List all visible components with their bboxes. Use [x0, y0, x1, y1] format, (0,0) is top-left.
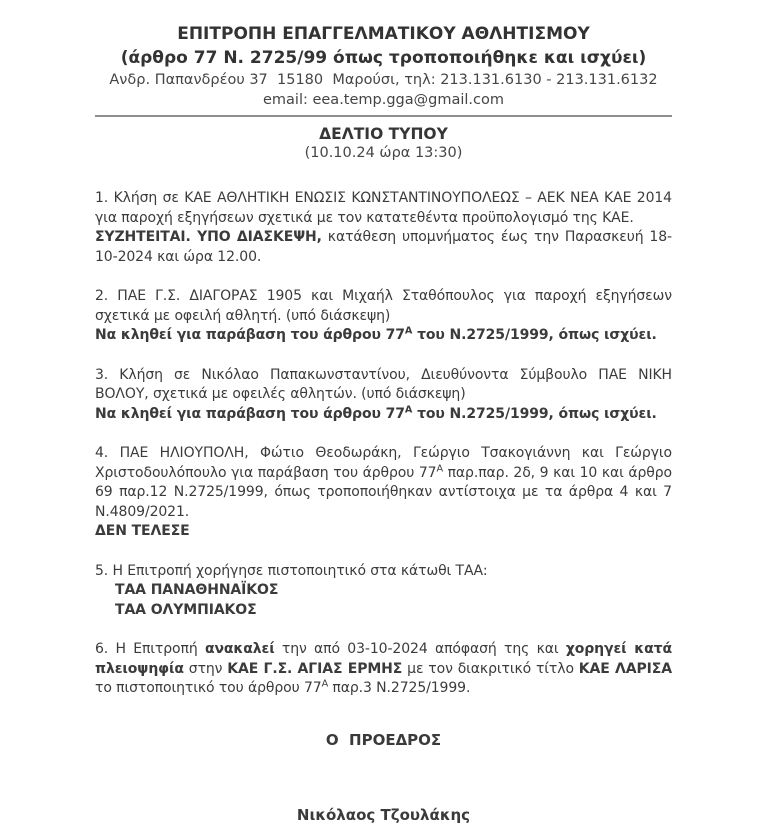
signature-title: Ο ΠΡΟΕΔΡΟΣ: [325, 730, 442, 749]
header-divider: [95, 115, 672, 117]
item-3-ruling: [95, 403, 657, 422]
org-subtitle: (άρθρο 77 Ν. 2725/99 όπως τροποποιήθηκε και ισχύει): [120, 48, 647, 68]
agenda-item-1: [95, 189, 672, 267]
item-2-ruling-pre: Να κληθεί για παράβαση του άρθρου 77: [95, 327, 405, 343]
item-4-text-post: παρ.παρ. 2δ, 9 και 10 και άρθρο 69 παρ.12 Ν.2725/1999, όπως τροποποιήθηκαν αντίστοιχα με τα άρθρα 4 και 7 Ν.4809/2021.: [95, 464, 672, 520]
agenda-item-3: [95, 366, 672, 425]
press-release-heading: [95, 124, 672, 163]
item-4-ruling: ΔΕΝ ΤΕΛΕΣΕ: [95, 523, 190, 539]
org-title: ΕΠΙΤΡΟΠΗ ΕΠΑΓΓΕΛΜΑΤΙΚΟΥ ΑΘΛΗΤΙΣΜΟΥ: [177, 24, 590, 44]
item-3-article-superscript: Α: [404, 403, 413, 415]
item-6-run-1: 6. Η Επιτροπή: [95, 641, 205, 657]
item-6-club-title-bold: ΚΑΕ ΛΑΡΙΣΑ: [578, 660, 672, 677]
item-1-text: 1. Κλήση σε ΚΑΕ ΑΘΛΗΤΙΚΗ ΕΝΩΣΙΣ ΚΩΝΣΤΑΝΤΙΝΟΥΠΟΛΕΩΣ – ΑΕΚ ΝΕΑ ΚΑΕ 2014 για παροχή εξηγήσεων σχετικά με τον κατατεθέντα προϋπολογισμό της ΚΑΕ.: [95, 190, 672, 226]
item-5-text: 5. Η Επιτροπή χορήγησε πιστοποιητικό στα κάτωθι ΤΑΑ:: [95, 562, 488, 579]
item-2-article-superscript: Α: [404, 325, 413, 337]
item-5-taa-panathinaikos: ΤΑΑ ΠΑΝΑΘΗΝΑΪΚΟΣ: [115, 582, 279, 598]
signature-block: [95, 731, 672, 824]
item-6-club-name-bold: ΚΑΕ Γ.Σ. ΑΓΙΑΣ ΕΡΜΗΣ: [227, 660, 403, 677]
item-2-text: 2. ΠΑΕ Γ.Σ. ΔΙΑΓΟΡΑΣ 1905 και Μιχαήλ Σταθόπουλος για παροχή εξηγήσεων σχετικά με οφειλή αθλητή. (υπό διάσκεψη): [95, 288, 672, 324]
item-2-ruling: [95, 327, 657, 343]
item-6-run-3: την από 03-10-2024 απόφασή της και: [274, 641, 566, 657]
item-4-article-superscript: Α: [436, 462, 443, 474]
item-3-ruling-post: του Ν.2725/1999, όπως ισχύει.: [412, 405, 657, 422]
agenda-item-2: [95, 287, 672, 346]
item-6-run-9: το πιστοποιητικό του άρθρου 77: [95, 680, 322, 696]
item-5-taa-olympiakos: ΤΑΑ ΟΛΥΜΠΙΑΚΟΣ: [115, 601, 257, 618]
press-release-title: ΔΕΛΤΙΟ ΤΥΠΟΥ: [319, 125, 448, 143]
document-body: [95, 189, 672, 699]
item-6-grants-bold: χορηγεί κατά πλειοψηφία: [95, 641, 672, 677]
agenda-item-4: [95, 444, 672, 542]
item-3-ruling-pre: Να κληθεί για παράβαση του άρθρου 77: [95, 405, 405, 422]
item-1-status: ΣΥΖΗΤΕΙΤΑΙ. ΥΠΟ ΔΙΑΣΚΕΨΗ,: [95, 229, 322, 245]
agenda-item-6: [95, 640, 672, 699]
item-1-status-rest: κατάθεση υπομνήματος έως την Παρασκευή 18-10-2024 και ώρα 12.00.: [95, 229, 672, 265]
letterhead: [95, 22, 672, 110]
item-2-ruling-post: του Ν.2725/1999, όπως ισχύει.: [412, 327, 657, 343]
press-release-datetime: (10.10.24 ώρα 13:30): [304, 145, 463, 161]
item-6-article-superscript: Α: [321, 678, 329, 690]
signature-name: Νικόλαος Τζουλάκης: [296, 805, 471, 824]
org-email: email: eea.temp.gga@gmail.com: [262, 92, 504, 108]
item-6-run-7: με τον διακριτικό τίτλο: [402, 660, 579, 677]
item-3-text: 3. Κλήση σε Νικόλαο Παπακωνσταντίνου, Διευθύνοντα Σύμβουλο ΠΑΕ ΝΙΚΗ ΒΟΛΟΥ, σχετικά με οφειλές αθλητών. (υπό διάσκεψη): [95, 366, 672, 402]
item-6-run-11: παρ.3 Ν.2725/1999.: [328, 680, 471, 696]
org-address: Ανδρ. Παπανδρέου 37 15180 Μαρούσι, τηλ: 213.131.6130 - 213.131.6132: [109, 72, 658, 88]
item-4-text-pre: 4. ΠΑΕ ΗΛΙΟΥΠΟΛΗ, Φώτιο Θεοδωράκη, Γεώργιο Τσακογιάννη και Γεώργιο Χριστοδουλόπουλο για παράβαση του άρθρου 77: [95, 445, 672, 481]
agenda-item-5: [95, 562, 672, 621]
item-6-revokes-bold: ανακαλεί: [204, 641, 275, 657]
item-6-run-5: στην: [183, 660, 228, 677]
